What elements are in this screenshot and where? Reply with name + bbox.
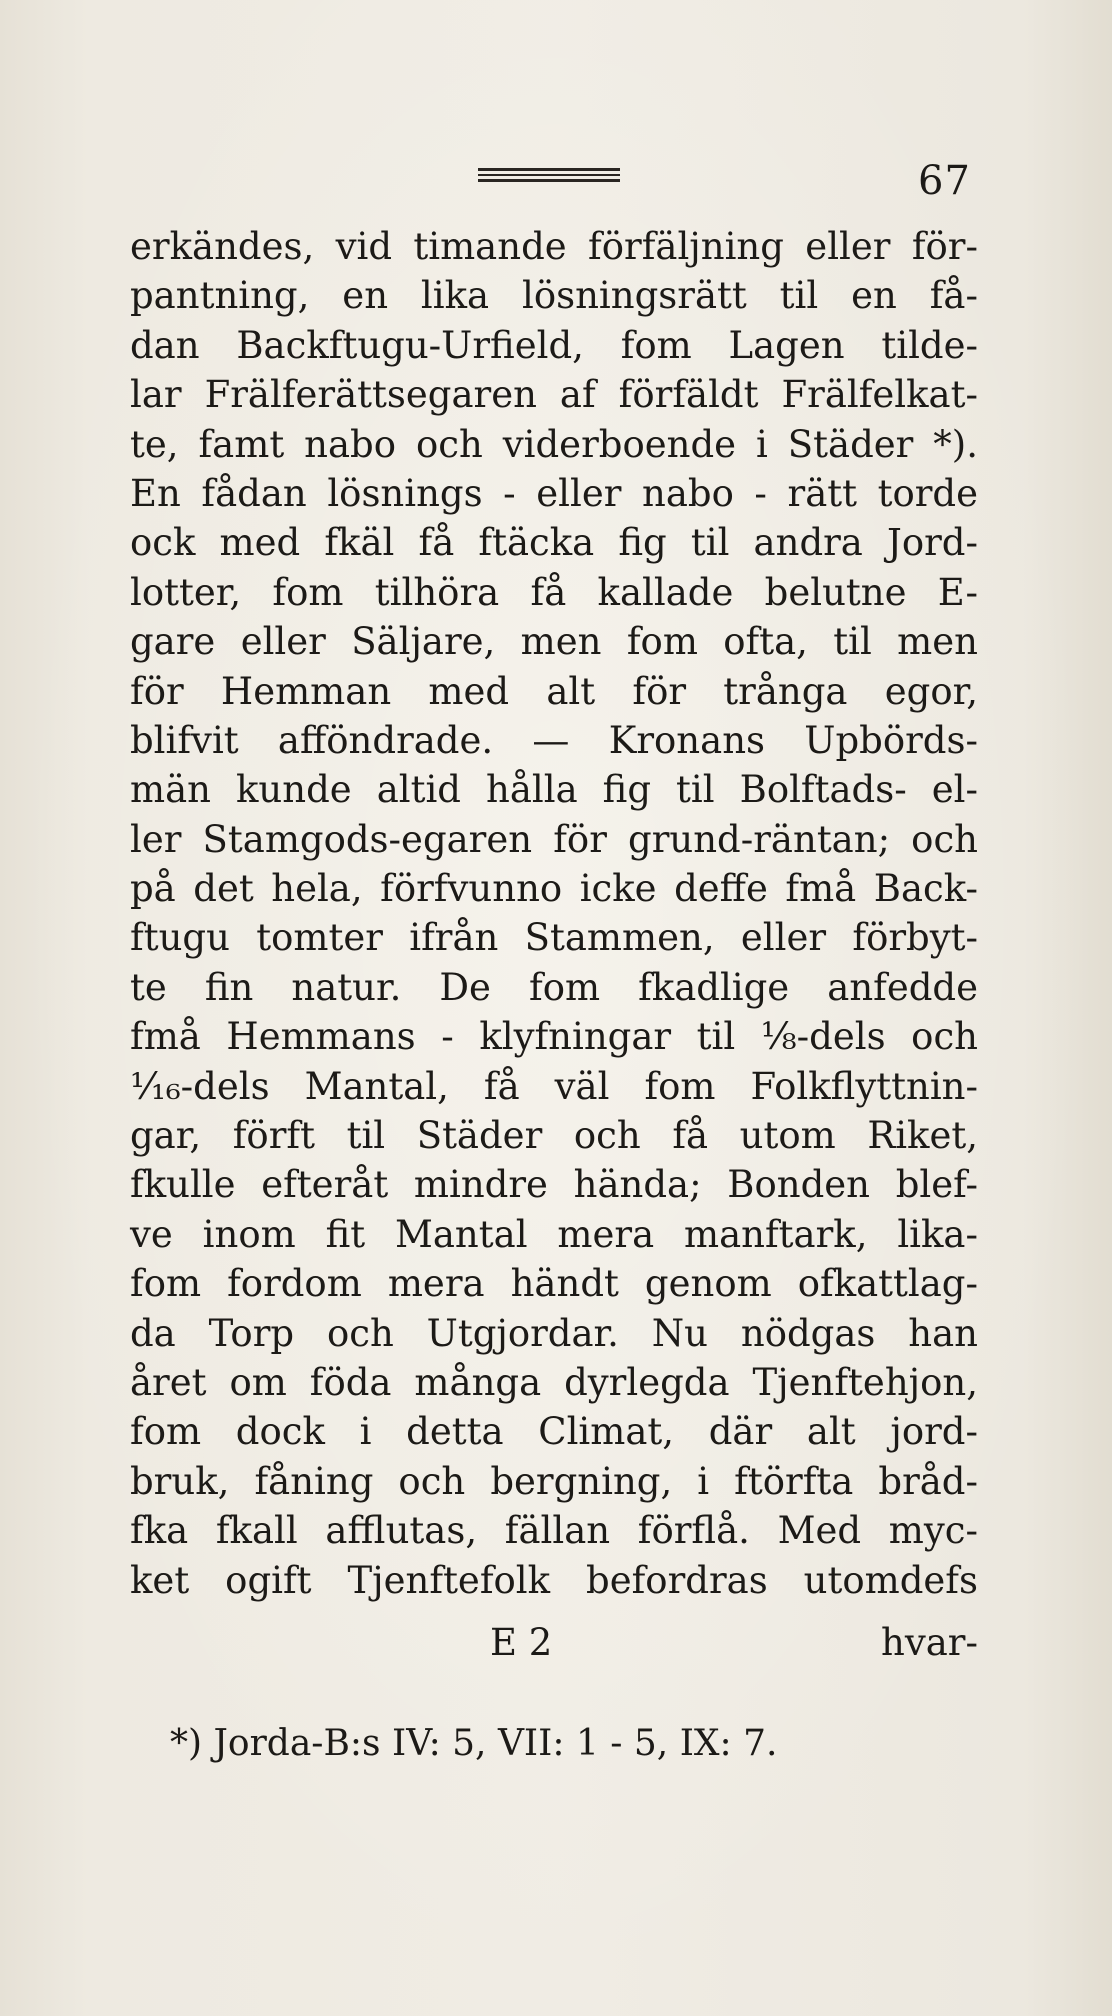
text-line: fmå Hemmans - klyfningar til ⅛-dels och [130, 1015, 978, 1059]
text-line: ock med fkäl få ftäcka fig til andra Jord- [130, 521, 978, 565]
footnote: *) Jorda-B:s IV: 5, VII: 1 - 5, IX: 7. [170, 1723, 778, 1764]
page-number: 67 [918, 158, 971, 204]
text-line: ler Stamgods-egaren för grund-räntan; och [130, 817, 978, 861]
signature-mark: E 2 [490, 1621, 553, 1664]
text-line: ftugu tomter ifrån Stammen, eller förbyt- [130, 916, 978, 960]
text-line: fom fordom mera händt genom ofkattlag- [130, 1262, 978, 1306]
body-text [130, 222, 978, 1605]
text-line: dan Backftugu-Urfield, fom Lagen tilde- [130, 323, 978, 367]
text-line: da Torp och Utgjordar. Nu nödgas han [130, 1311, 978, 1355]
text-line: året om föda många dyrlegda Tjenftehjon, [130, 1360, 978, 1404]
text-line: fom dock i detta Climat, där alt jord- [130, 1410, 978, 1454]
text-line: En fådan lösnings - eller nabo - rätt torde [130, 471, 978, 515]
text-line: blifvit afföndrade. — Kronans Upbörds- [130, 718, 978, 762]
text-line: lar Frälferättsegaren af förfäldt Frälfelkat- [130, 373, 978, 417]
text-line: fka fkall afflutas, fällan förflå. Med myc- [130, 1509, 978, 1553]
text-line: lotter, fom tilhöra få kallade belutne E- [130, 570, 978, 614]
text-line: erkändes, vid timande förfäljning eller för- [130, 225, 978, 268]
text-line: för Hemman med alt för trånga egor, [130, 669, 978, 713]
text-line: te fin natur. De fom fkadlige anfedde [130, 965, 978, 1009]
text-line: ket ogift Tjenftefolk befordras utomdefs [130, 1558, 978, 1602]
text-line: bruk, fåning och bergning, i ftörfta bråd- [130, 1459, 978, 1503]
text-line: gar, förft til Städer och få utom Riket, [130, 1114, 978, 1158]
text-line: pantning, en lika lösningsrätt til en få- [130, 274, 978, 318]
text-line: te, famt nabo och viderboende i Städer *). [130, 422, 978, 466]
text-line: fkulle efteråt mindre hända; Bonden blef- [130, 1163, 978, 1207]
header-ornament-rule [478, 168, 620, 182]
text-line: gare eller Säljare, men fom ofta, til men [130, 620, 978, 664]
text-line: män kunde altid hålla fig til Bolftads- el- [130, 768, 978, 812]
catchword: hvar- [881, 1621, 978, 1664]
text-line: på det hela, förfvunno icke deffe fmå Back- [130, 867, 978, 911]
page-footer [130, 1618, 978, 1668]
text-line: ve inom fit Mantal mera manftark, lika- [130, 1212, 978, 1256]
text-line: ¹⁄₁₆-dels Mantal, få väl fom Folkflyttnin- [130, 1064, 978, 1108]
